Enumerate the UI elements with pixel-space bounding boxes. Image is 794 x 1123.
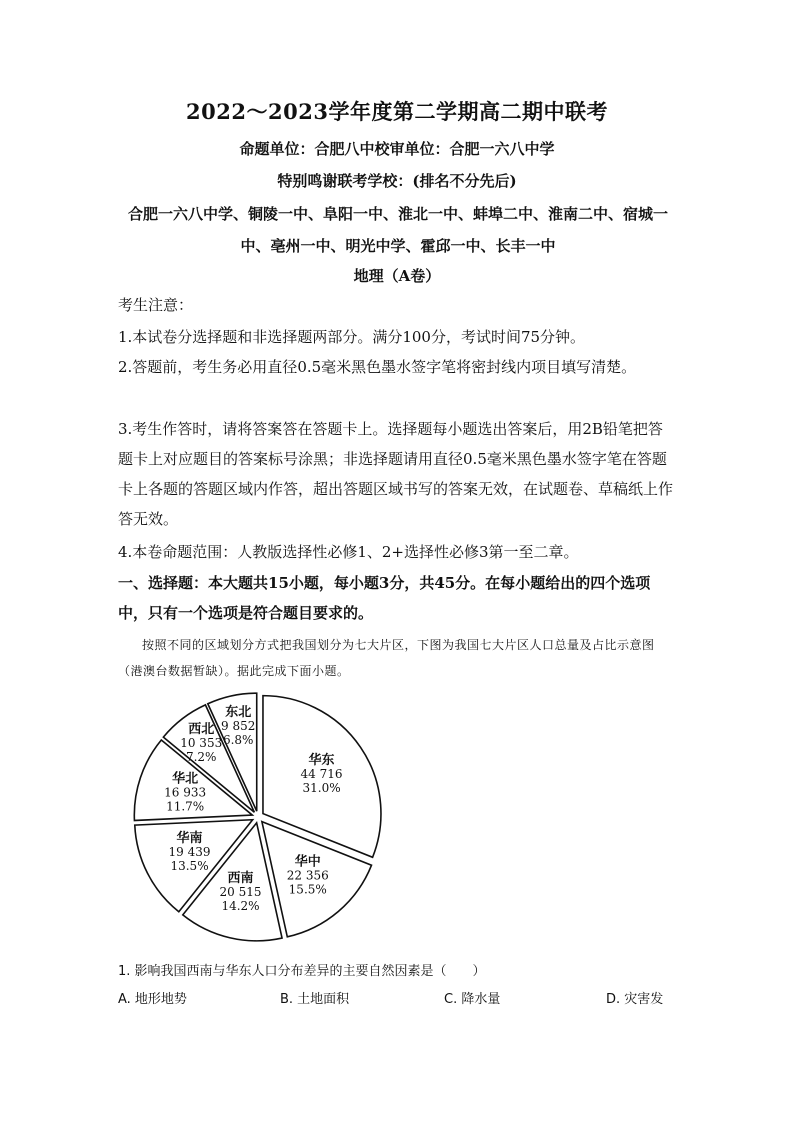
option-c[interactable]: C. 降水量 — [444, 992, 501, 1007]
notice-item: 2.答题前，考生务必用直径0.5毫米黑色墨水签字笔将密封线内项目填写清楚。 — [118, 358, 637, 376]
slice-label-name: 西南 — [227, 870, 254, 886]
slice-label-value: 9 852 — [221, 718, 256, 733]
notice-item: 3.考生作答时，请将答案答在答题卡上。选择题每小题选出答案后，用2B铅笔把答题卡上对应题目的答案标号涂黑；非选择题请用直径0.5毫米黑色墨水签字笔在答题卡上各题的答题区域内作答，超出答题区域书写的答案无效，在试题卷、草稿纸上作答无效。 — [118, 420, 674, 528]
notice-item: 4.本卷命题范围：人教版选择性必修1、2+选择性必修3第一至二章。 — [118, 543, 579, 561]
slice-label-percent: 31.0% — [302, 780, 341, 795]
slice-label-name: 东北 — [225, 704, 252, 720]
option-a[interactable]: A. 地形地势 — [118, 992, 187, 1007]
page-title: 2022～2023学年度第二学期高二期中联考 — [186, 99, 608, 124]
slice-label-percent: 11.7% — [166, 799, 205, 814]
slice-label-name: 华中 — [294, 854, 321, 870]
option-d[interactable]: D. 灾害发 — [606, 992, 664, 1007]
subject-line: 地理（A卷） — [353, 267, 441, 285]
slice-label-value: 44 716 — [300, 766, 343, 781]
slice-label-percent: 7.2% — [185, 749, 217, 764]
slice-label-percent: 6.8% — [222, 732, 254, 747]
slice-label-value: 16 933 — [164, 785, 207, 800]
slice-label-value: 10 353 — [180, 735, 223, 750]
slice-label-value: 22 356 — [286, 868, 329, 883]
section-heading: 一、选择题：本大题共15小题，每小题3分，共45分。在每小题给出的四个选项中，只有一个选项是符合题目要求的。 — [118, 574, 651, 622]
slice-label-percent: 15.5% — [288, 882, 327, 897]
option-b[interactable]: B. 土地面积 — [280, 992, 350, 1007]
slice-label-name: 西北 — [188, 721, 215, 737]
population-pie-chart — [118, 682, 398, 952]
schools-line: 合肥一六八中学、铜陵一中、阜阳一中、淮北一中、蚌埠二中、淮南二中、宿城一中、亳州一中、明光中学、霍邱一中、长丰一中 — [127, 205, 668, 255]
slice-label-percent: 14.2% — [221, 898, 260, 913]
slice-label-value: 19 439 — [168, 844, 211, 859]
slice-label-percent: 13.5% — [170, 858, 209, 873]
slice-label-name: 华南 — [176, 830, 203, 846]
intro-text: 按照不同的区域划分方式把我国划分为七大片区，下图为我国七大片区人口总量及占比示意图（港澳台数据暂缺）。据此完成下面小题。 — [118, 638, 655, 678]
question-1: 1. 影响我国西南与华东人口分布差异的主要自然因素是（ ） — [118, 964, 486, 979]
slice-label-value: 20 515 — [219, 884, 262, 899]
notice-heading: 考生注意： — [118, 296, 194, 314]
notice-item: 1.本试卷分选择题和非选择题两部分。满分100分，考试时间75分钟。 — [118, 328, 586, 346]
slice-label-name: 华北 — [172, 771, 199, 787]
thanks-line: 特别鸣谢联考学校：(排名不分先后) — [277, 172, 517, 190]
slice-label-name: 华东 — [308, 752, 335, 768]
unit-line: 命题单位：合肥八中校审单位：合肥一六八中学 — [239, 140, 555, 158]
